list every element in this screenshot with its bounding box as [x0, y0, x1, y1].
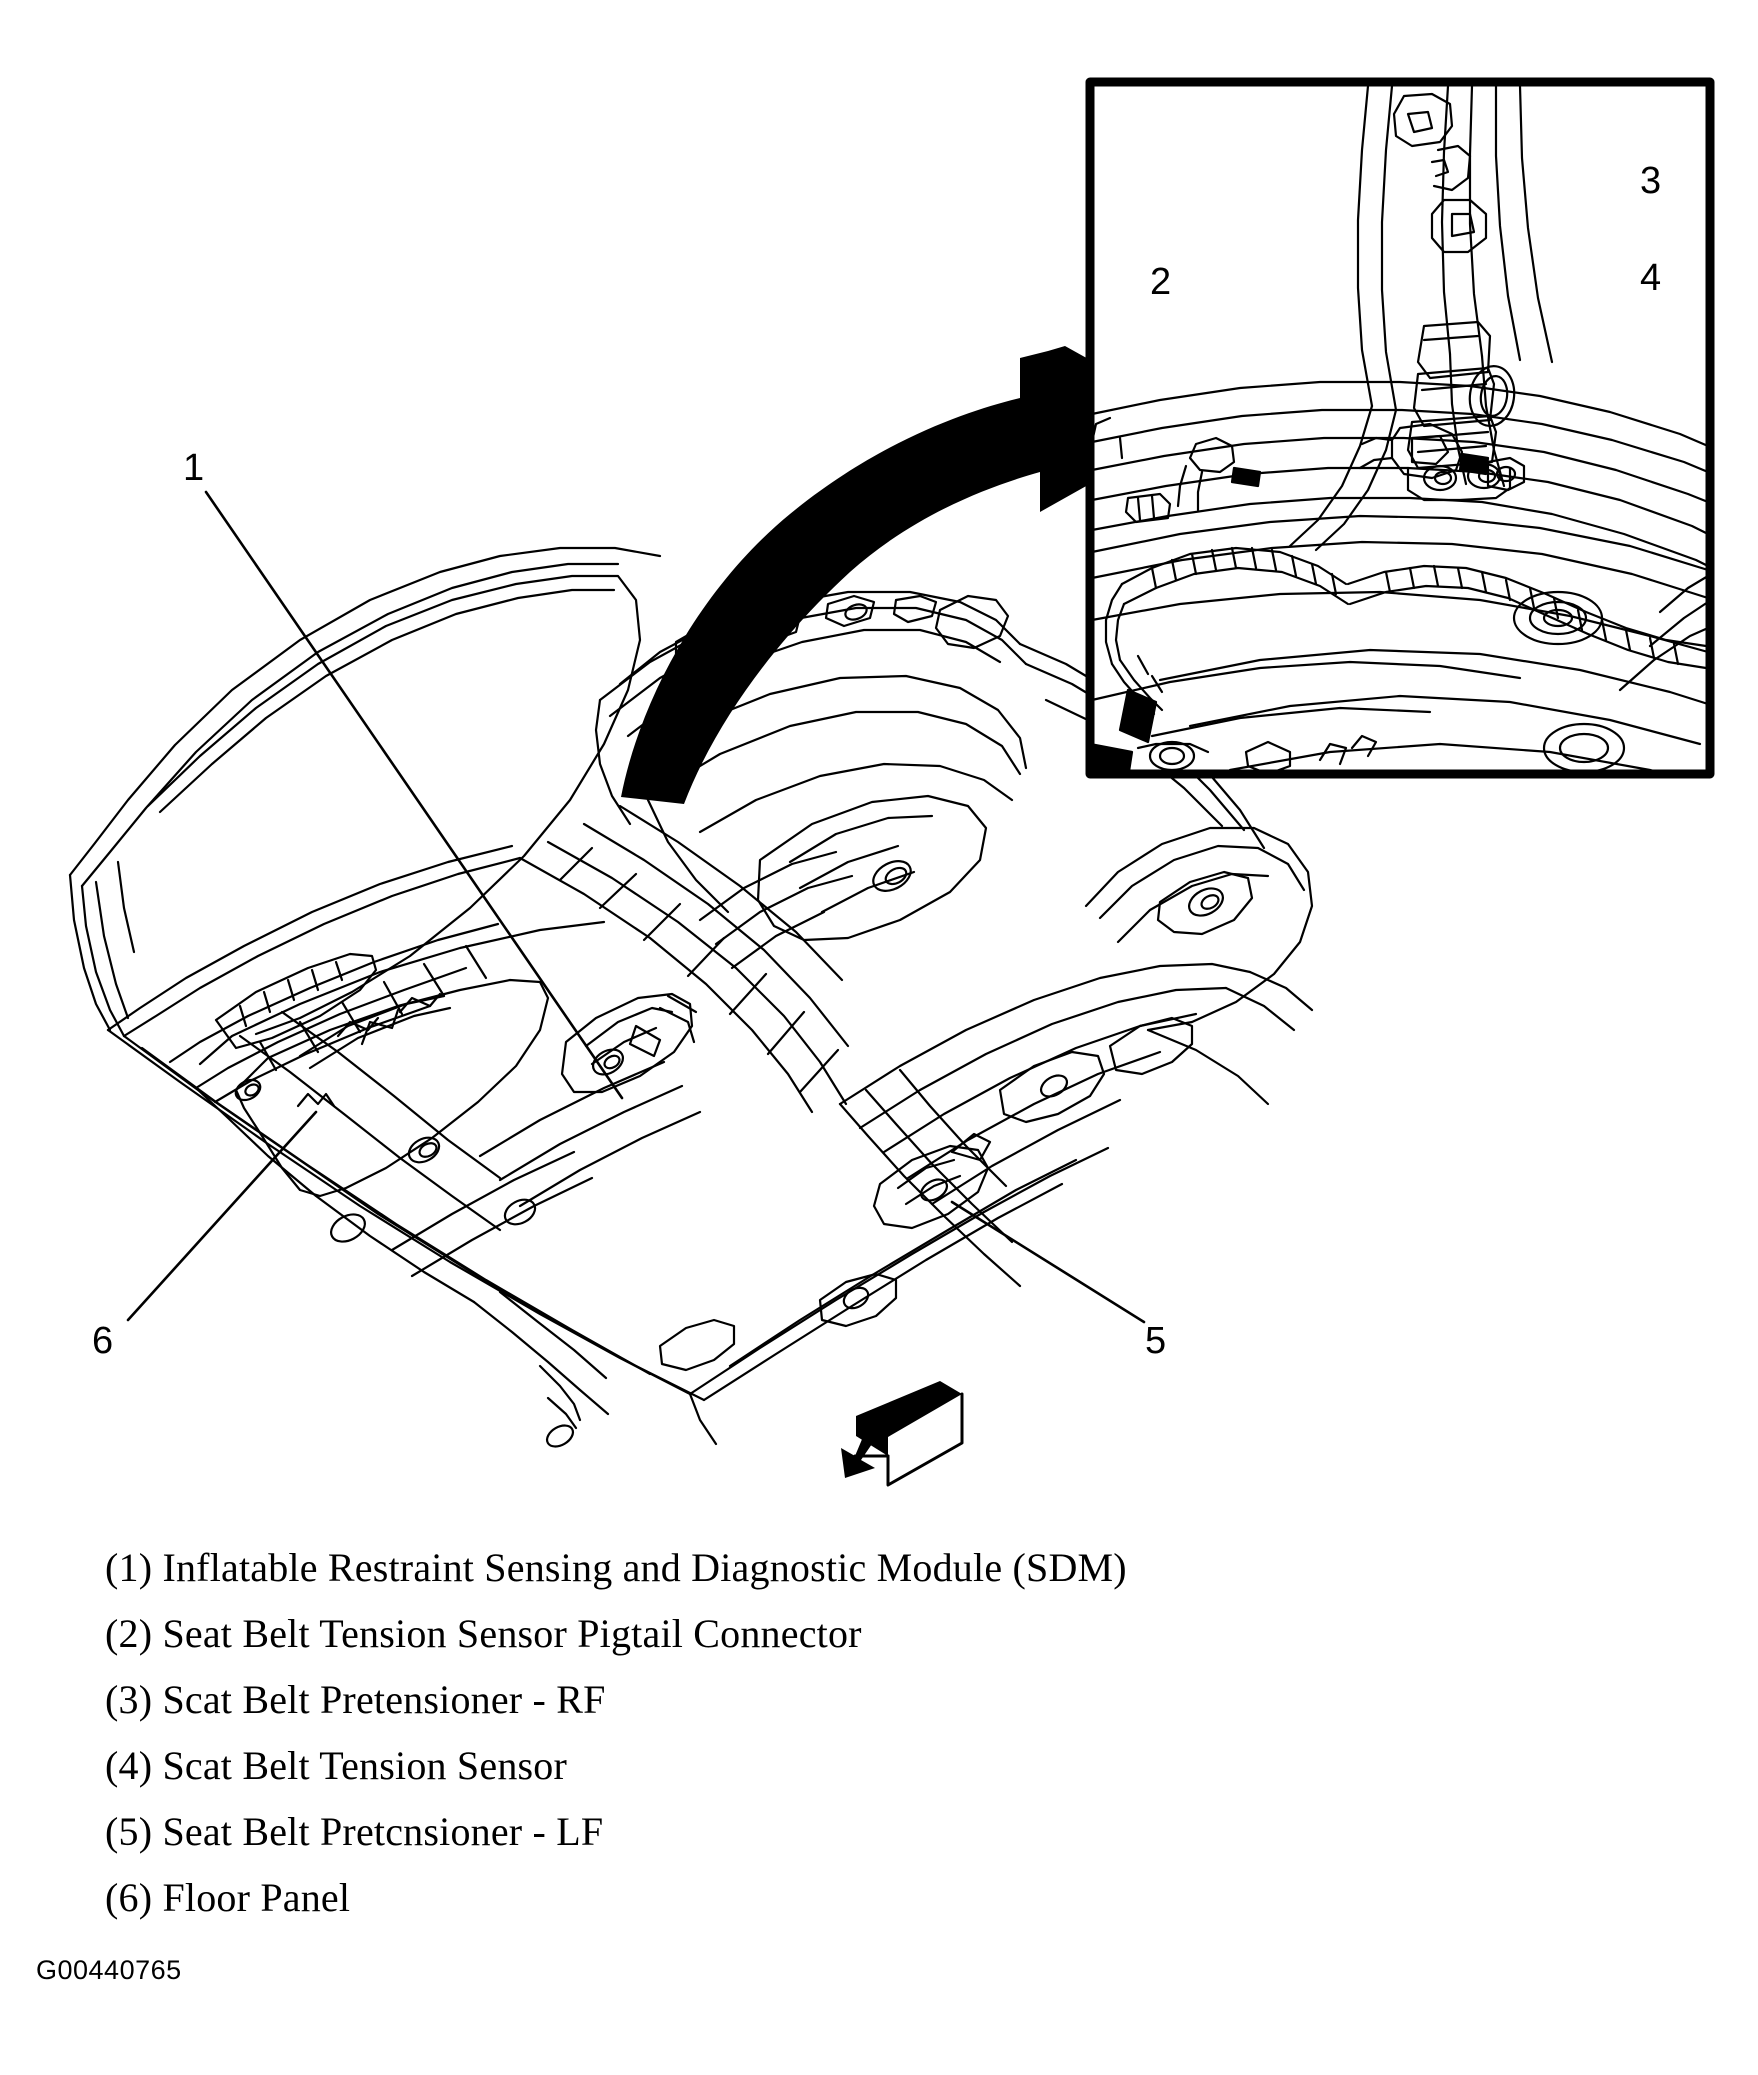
leader-line-5 [952, 1202, 1144, 1322]
legend-item-label: Seat Belt Pretcnsioner - LF [162, 1809, 604, 1854]
figure-id-code: G00440765 [36, 1955, 182, 1985]
vehicle-forward-direction-arrow [841, 1381, 962, 1485]
legend-item-label: Inflatable Restraint Sensing and Diagnostic Module (SDM) [162, 1545, 1127, 1590]
legend-item-label: Seat Belt Tension Sensor Pigtail Connector [162, 1611, 862, 1656]
legend-item-number: (2) [105, 1611, 153, 1656]
legend-item-label: Floor Panel [162, 1875, 351, 1920]
legend-item [105, 1733, 1505, 1799]
legend-item-number: (6) [105, 1875, 153, 1920]
callout-number-3: 3 [1640, 160, 1662, 202]
seat-belt-tension-sensor-detail-inset [1090, 82, 1710, 784]
legend-item [105, 1667, 1505, 1733]
legend-item-number: (4) [105, 1743, 153, 1788]
callout-number-6: 6 [92, 1320, 114, 1362]
legend-item-number: (3) [105, 1677, 153, 1722]
legend-item [105, 1535, 1505, 1601]
legend-item-number: (5) [105, 1809, 153, 1854]
legend-item-label: Scat Belt Pretensioner - RF [162, 1677, 606, 1722]
legend-item-number: (1) [105, 1545, 153, 1590]
legend-item [105, 1601, 1505, 1667]
leader-line-6 [128, 1112, 316, 1320]
legend-item [105, 1799, 1505, 1865]
legend-item [105, 1865, 1505, 1931]
callout-number-1: 1 [183, 447, 205, 489]
callout-number-2: 2 [1150, 261, 1172, 303]
callout-number-5: 5 [1145, 1320, 1167, 1362]
component-legend-list [105, 1535, 1505, 1931]
legend-item-label: Scat Belt Tension Sensor [162, 1743, 568, 1788]
callout-number-4: 4 [1640, 257, 1662, 299]
